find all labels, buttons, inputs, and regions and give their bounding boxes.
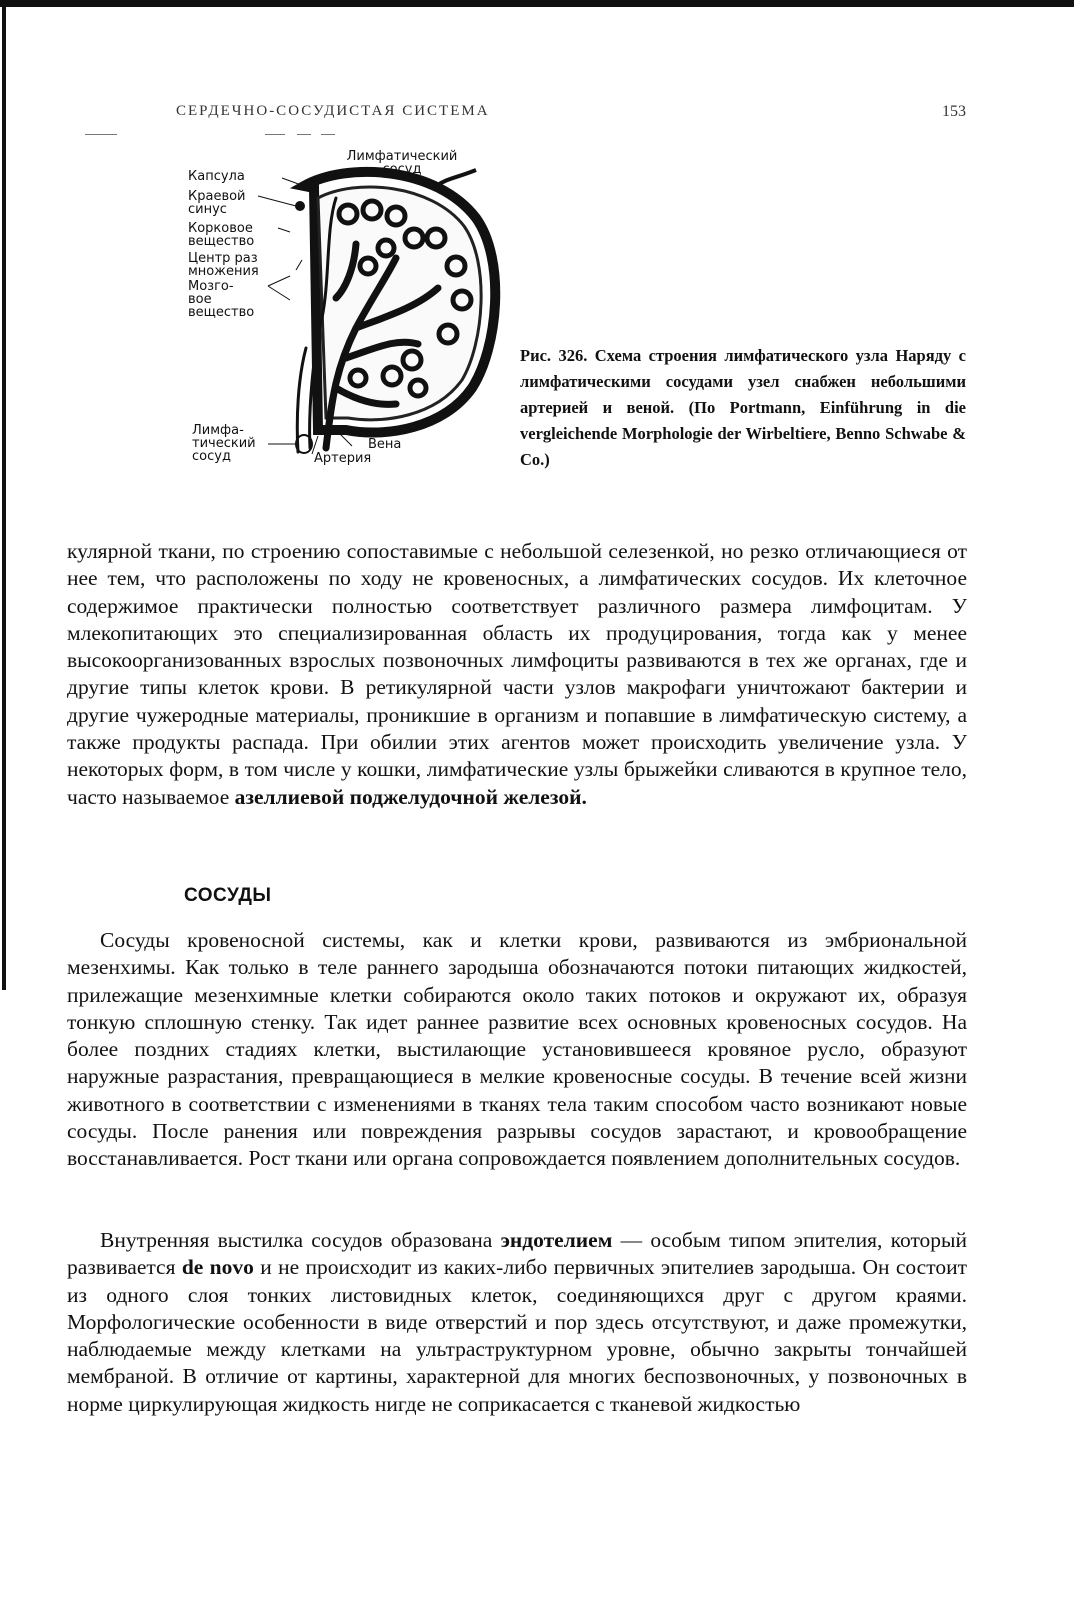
paragraph-1-text: кулярной ткани, по строению сопоставимые с небольшой селезенкой, но резко отличающиеся от нее тем, что расположены по ходу не кровеносных, а лимфатических сосудов. Их клеточное содержимое практически полностью соответствует различного размера лимфоцитам. У млекопитающих это специализированная область их продуцирования, тогда как у менее высокоорганизованных взрослых позвоночных лимфоциты развиваются в тех же органах, где и другие типы клеток крови. В ретикулярной части узлов макрофаги уничтожают бактерии и другие чужеродные материалы, проникшие в организм и попавшие в лимфатическую систему, а также продукты распада. При обилии этих агентов может происходить увеличение узла. У некоторых форм, в том числе у кошки, лимфатические узлы брыжейки сливаются в крупное тело, часто называемое xyxy=(67,539,967,809)
term-endothelium: эндотелием xyxy=(500,1228,613,1252)
header-rule xyxy=(85,134,335,135)
term-aselli-pancreas: азеллиевой поджелудочной железой. xyxy=(234,784,587,809)
section-heading: СОСУДЫ xyxy=(184,885,272,906)
page-header xyxy=(176,103,966,129)
page-scan-edge-left xyxy=(2,0,6,990)
paragraph-3-mid: — особым типом эпителия, который развивается xyxy=(67,1228,968,1280)
paragraph-2 xyxy=(67,927,967,1173)
label-lymph-vessel-bottom: Лимфа- тический сосуд xyxy=(192,423,256,464)
paragraph-2-text: Сосуды кровеносной системы, как и клетки крови, развиваются из эмбриональной мезенхимы. Как только в теле раннего зародыша обозначаются потоки питающих жидкостей, прилежащие мезенхимные клетки собираются около таких потоков и окружают их, образуя тонкую сплошную стенку. Так идет раннее развитие всех основных кровеносных сосудов. На более поздних стадиях клетки, выстилающие установившееся кровяное русло, образуют наружные разрастания, превращающиеся в мелкие кровеносные сосуды. В течение всей жизни животного в соответствии с изменениями в тканях тела таким способом часто возникают новые сосуды. После ранения или повреждения разрывы сосудов зарастают, и кровообращение восстанавливается. Рост ткани или органа сопровождается появлением дополнительных сосудов. xyxy=(67,928,967,1171)
caption-text: Рис. 326. Схема строения лимфатического узла Наряду с лимфатическими сосудами узел снабжен небольшими артерией и веной. (По Portmann, Einführung in die vergleichende Morphologie der Wirbeltiere, Benno Schwabe & Co.) xyxy=(520,346,966,469)
lymph-node-figure xyxy=(186,148,506,478)
label-artery: Артерия xyxy=(314,451,372,466)
label-germinal-center: Центр раз множения xyxy=(188,251,259,279)
label-cortex: Корковое вещество xyxy=(188,221,255,249)
figure-caption xyxy=(520,343,966,473)
page-scan-edge-top xyxy=(0,0,1074,7)
label-medulla: Мозго- вое вещество xyxy=(188,279,255,320)
term-de-novo: de novo xyxy=(181,1255,254,1280)
paragraph-3 xyxy=(67,1227,967,1418)
paragraph-3-start: Внутренняя выстилка сосудов образована xyxy=(100,1228,501,1252)
label-lymph-vessel-top: Лимфатический сосуд xyxy=(346,149,458,177)
paragraph-3-rest: и не происходит из каких-либо первичных эпителиев зародыша. Он состоит из одного слоя тонких листовидных клеток, соединяющихся друг с другом краями. Морфологические особенности в виде отверстий и пор здесь отсутствуют, и даже промежутки, наблюдаемые между клетками на ультраструктурном уровне, обычно закрыты тончайшей мембраной. В отличие от картины, характерной для многих беспозвоночных, у позвоночных в норме циркулирующая жидкость нигде не соприкасается с тканевой жидкостью xyxy=(67,1255,967,1416)
label-marginal-sinus: Краевой синус xyxy=(188,189,246,217)
running-title: СЕРДЕЧНО-СОСУДИСТАЯ СИСТЕМА xyxy=(176,103,490,119)
label-capsule: Капсула xyxy=(188,169,245,184)
paragraph-1 xyxy=(67,538,967,811)
page-number: 153 xyxy=(942,103,966,120)
label-vein: Вена xyxy=(368,437,402,452)
